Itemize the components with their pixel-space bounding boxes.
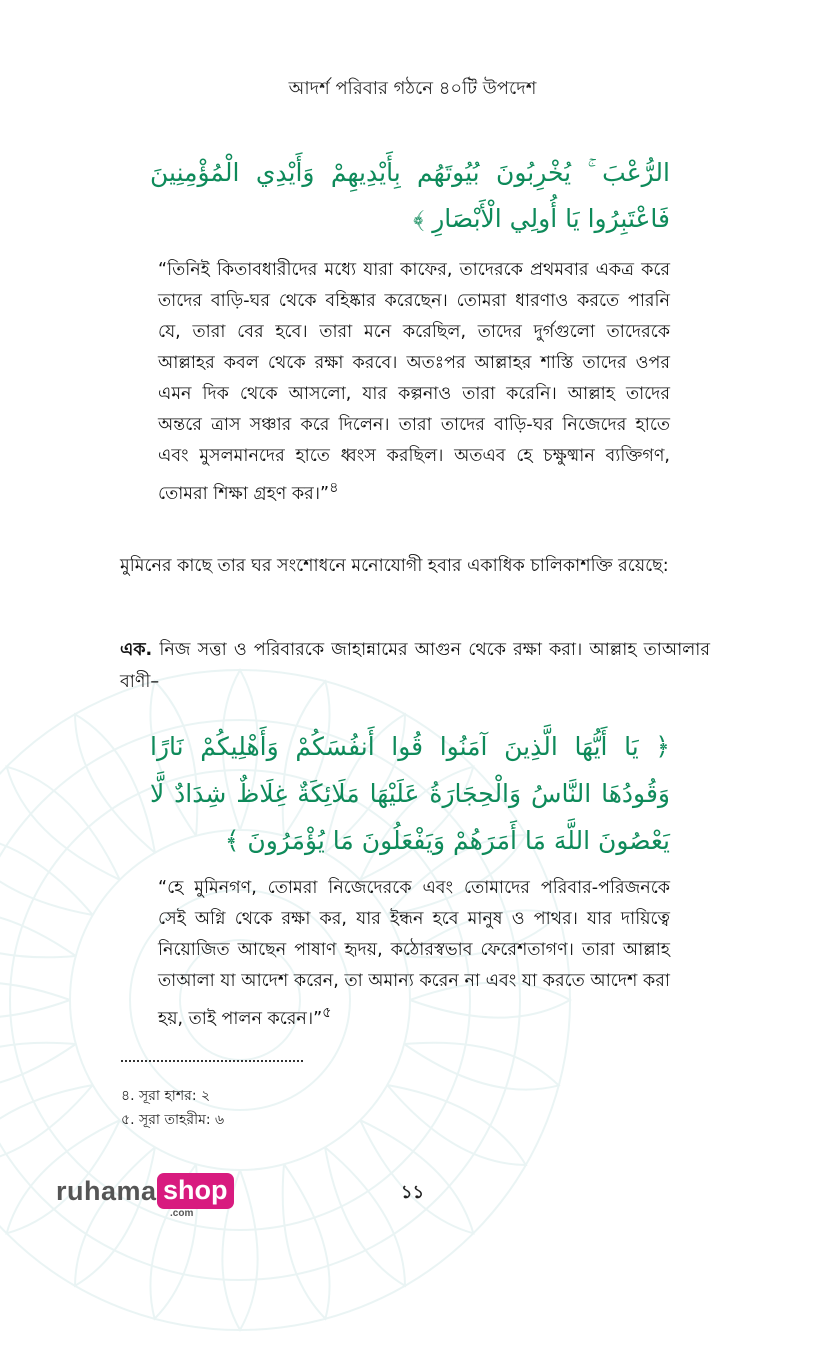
mandala-petal: [0, 910, 76, 957]
mandala-petal: [0, 1085, 93, 1165]
footnote: ৪. সূরা হাশর: ২: [121, 1088, 211, 1104]
translation-text: “হে মুমিনগণ, তোমরা নিজেদেরকে এবং তোমাদের পরিবার-পরিজনকে সেই অগ্নি থেকে রক্ষা কর, যার ইন্ধন হবে মানুষ ও পাথর। যার দায়িত্বে নিয়োজিত আছেন পাষাণ হৃদয়, কঠোরস্বভাব ফেরেশতাগণ। তারা আল্লাহ তাআলা যা আদেশ করেন, তা অমান্য করেন না এবং যা করতে আদেশ করা হয়, তাই পালন করেন।”: [158, 878, 670, 1029]
quran-verse-arabic-2: ﴿ يَا أَيُّهَا الَّذِينَ آمَنُوا قُوا أَنفُسَكُمْ وَأَهْلِيكُمْ نَارًا وَقُودُهَا النَّاسُ وَالْحِجَارَةُ عَلَيْهَا مَلَائِكَةٌ غِلَاظٌ شِدَادٌ لَّا يَعْصُونَ اللَّهَ مَا أَمَرَهُمْ وَيَفْعَلُونَ مَا يُؤْمَرُونَ ﴾: [150, 732, 670, 855]
mandala-petal: [75, 714, 155, 853]
logo-domain: .com: [170, 1208, 194, 1219]
footnote-ref: ৫: [322, 1004, 332, 1021]
body-paragraph: মুমিনের কাছে তার ঘর সংশোধনে মনোযোগী হবার একাধিক চালিকাশক্তি রয়েছে:: [120, 556, 669, 576]
footnote-ref: ৪: [329, 479, 339, 496]
translation-text: “তিনিই কিতাবধারীদের মধ্যে যারা কাফের, তাদেরকে প্রথমবার একত্র করে তাদের বাড়ি-ঘর থেকে বহিষ্কার করেছেন। তোমরা ধারণাও করতে পারনি যে, তারা বের হবে। তারা মনে করেছিল, তাদের দুর্গগুলো তাদেরকে আল্লাহর কবল থেকে রক্ষা করবে। অতঃপর আল্লাহর শাস্তি তাদের ওপর এমন দিক থেকে আসলো, যার কল্পনাও তারা করেনি। আল্লাহ তাদের অন্তরে ত্রাস সঞ্চার করে দিলেন। তারা তাদের বাড়ি-ঘর নিজেদের হাতে এবং মুসলমানদের হাতে ধ্বংস করছিল। অতএব হে চক্ষুষ্মান ব্যক্তিগণ, তোমরা শিক্ষা গ্রহণ কর।”: [158, 260, 670, 504]
verse-translation-1: [158, 255, 670, 510]
mandala-petal: [0, 835, 93, 915]
mandala-petal: [0, 982, 70, 1017]
footnote-separator: [121, 1060, 303, 1062]
quran-verse-arabic-1: الرُّعْبَ ۚ يُخْرِبُونَ بُيُوتَهُم بِأَيْدِيهِمْ وَأَيْدِي الْمُؤْمِنِينَ فَاعْتَبِرُوا يَا أُولِي الْأَبْصَارِ ﴾: [150, 158, 670, 233]
mandala-petal: [404, 1043, 559, 1090]
footnote: ৫. সূরা তাহরীম: ৬: [121, 1112, 225, 1128]
mandala-petal: [325, 1147, 405, 1286]
point-text: নিজ সত্তা ও পরিবারকে জাহান্নামের আগুন থেকে রক্ষা করা। আল্লাহ তাআলার বাণী–: [120, 640, 710, 692]
page-number: ১১: [400, 1182, 425, 1203]
mandala-petal: [7, 767, 120, 880]
point-number: এক.: [120, 640, 153, 660]
verse-translation-2: [158, 873, 670, 1035]
body-paragraph-point-one: [120, 634, 710, 698]
running-header: আদর্শ পরিবার গঠনে ৪০টি উপদেশ: [288, 78, 537, 99]
logo-text: ruhama: [56, 1176, 157, 1206]
mandala-petal: [0, 1043, 76, 1090]
mandala-petal: [360, 1120, 473, 1233]
logo-shop-badge: shop: [157, 1173, 234, 1209]
mandala-petal: [387, 1085, 526, 1165]
